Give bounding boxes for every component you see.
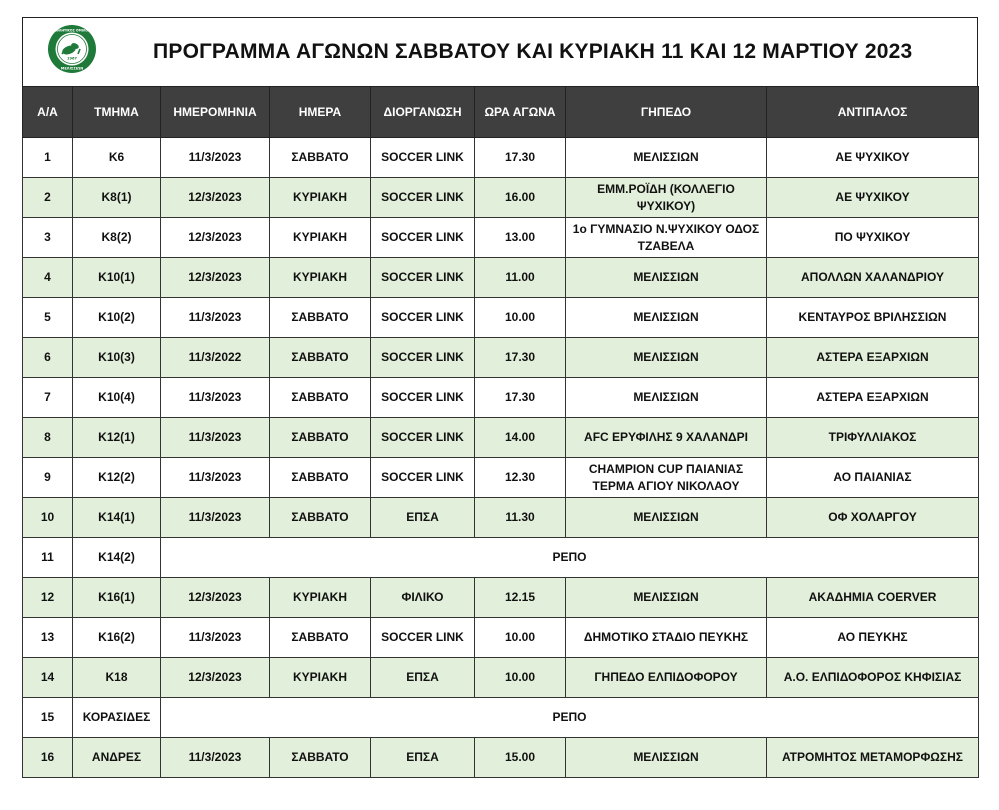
table-row [23, 498, 979, 538]
venue-cell: CHAMPION CUP ΠΑΙΑΝΙΑΣ ΤΕΡΜΑ ΑΓΙΟΥ ΝΙΚΟΛΑΟΥ [566, 458, 767, 498]
table-row [23, 338, 979, 378]
competition-cell: SOCCER LINK [371, 378, 475, 418]
venue-cell: ΕΜΜ.ΡΟΪΔΗ (ΚΟΛΛΕΓΙΟ ΨΥΧΙΚΟΥ) [566, 178, 767, 218]
table-row [23, 658, 979, 698]
team-cell: Κ6 [73, 138, 161, 178]
day-cell: ΣΑΒΒΑΤΟ [270, 418, 371, 458]
kickoff-time-cell: 12.30 [475, 458, 566, 498]
table-row [23, 578, 979, 618]
column-header: ΩΡΑ ΑΓΩΝΑ [475, 87, 566, 138]
logo-bottom-text: ΜΕΛΙΣΣΙΩΝ [60, 66, 84, 71]
venue-cell: ΜΕΛΙΣΣΙΩΝ [566, 258, 767, 298]
date-cell: 12/3/2023 [161, 258, 270, 298]
kickoff-time-cell: 17.30 [475, 138, 566, 178]
competition-cell: SOCCER LINK [371, 418, 475, 458]
competition-cell: ΕΠΣΑ [371, 658, 475, 698]
team-cell: Κ10(2) [73, 298, 161, 338]
opponent-cell: ΑΣΤΕΡΑ ΕΞΑΡΧΙΩΝ [767, 378, 979, 418]
logo-year: 1967 [66, 56, 78, 61]
table-row [23, 258, 979, 298]
rest-day-cell: ΡΕΠΟ [161, 698, 979, 738]
opponent-cell: ΟΦ ΧΟΛΑΡΓΟΥ [767, 498, 979, 538]
venue-cell: ΓΗΠΕΔΟ ΕΛΠΙΔΟΦΟΡΟΥ [566, 658, 767, 698]
kickoff-time-cell: 14.00 [475, 418, 566, 458]
opponent-cell: ΤΡΙΦΥΛΛΙΑΚΟΣ [767, 418, 979, 458]
competition-cell: SOCCER LINK [371, 618, 475, 658]
date-cell: 12/3/2023 [161, 218, 270, 258]
table-row [23, 698, 979, 738]
day-cell: ΣΑΒΒΑΤΟ [270, 738, 371, 778]
row-number: 15 [23, 698, 73, 738]
row-number: 1 [23, 138, 73, 178]
row-number: 9 [23, 458, 73, 498]
team-cell: ΑΝΔΡΕΣ [73, 738, 161, 778]
column-header: ΗΜΕΡΟΜΗΝΙΑ [161, 87, 270, 138]
kickoff-time-cell: 15.00 [475, 738, 566, 778]
opponent-cell: ΑΚΑΔΗΜΙΑ COERVER [767, 578, 979, 618]
date-cell: 11/3/2023 [161, 618, 270, 658]
row-number: 6 [23, 338, 73, 378]
date-cell: 11/3/2023 [161, 378, 270, 418]
team-cell: Κ12(1) [73, 418, 161, 458]
date-cell: 11/3/2023 [161, 138, 270, 178]
page-title: ΠΡΟΓΡΑΜΜΑ ΑΓΩΝΩΝ ΣΑΒΒΑΤΟΥ ΚΑΙ ΚΥΡΙΑΚΗ 11 ΚΑΙ 12 ΜΑΡΤΙΟΥ 2023 [153, 40, 913, 63]
column-header: ΤΜΗΜΑ [73, 87, 161, 138]
row-number: 4 [23, 258, 73, 298]
venue-cell: 1ο ΓΥΜΝΑΣΙΟ Ν.ΨΥΧΙΚΟΥ ΟΔΟΣ ΤΖΑΒΕΛΑ [566, 218, 767, 258]
competition-cell: SOCCER LINK [371, 178, 475, 218]
team-cell: Κ8(2) [73, 218, 161, 258]
team-cell: Κ14(2) [73, 538, 161, 578]
row-number: 3 [23, 218, 73, 258]
day-cell: ΣΑΒΒΑΤΟ [270, 618, 371, 658]
day-cell: ΣΑΒΒΑΤΟ [270, 338, 371, 378]
table-row [23, 218, 979, 258]
row-number: 5 [23, 298, 73, 338]
row-number: 13 [23, 618, 73, 658]
row-number: 11 [23, 538, 73, 578]
kickoff-time-cell: 12.15 [475, 578, 566, 618]
opponent-cell: ΑΕ ΨΥΧΙΚΟΥ [767, 178, 979, 218]
sheet-header [22, 17, 978, 86]
day-cell: ΣΑΒΒΑΤΟ [270, 498, 371, 538]
day-cell: ΚΥΡΙΑΚΗ [270, 658, 371, 698]
team-cell: Κ18 [73, 658, 161, 698]
competition-cell: SOCCER LINK [371, 218, 475, 258]
competition-cell: ΕΠΣΑ [371, 738, 475, 778]
schedule-sheet [22, 17, 978, 778]
opponent-cell: ΑΣΤΕΡΑ ΕΞΑΡΧΙΩΝ [767, 338, 979, 378]
match-schedule-table [22, 86, 979, 778]
opponent-cell: ΑΟ ΠΕΥΚΗΣ [767, 618, 979, 658]
table-row [23, 618, 979, 658]
date-cell: 11/3/2023 [161, 298, 270, 338]
team-cell: ΚΟΡΑΣΙΔΕΣ [73, 698, 161, 738]
table-row [23, 378, 979, 418]
competition-cell: SOCCER LINK [371, 338, 475, 378]
venue-cell: ΜΕΛΙΣΣΙΩΝ [566, 498, 767, 538]
opponent-cell: Α.Ο. ΕΛΠΙΔΟΦΟΡΟΣ ΚΗΦΙΣΙΑΣ [767, 658, 979, 698]
opponent-cell: ΑΟ ΠΑΙΑΝΙΑΣ [767, 458, 979, 498]
venue-cell: ΔΗΜΟΤΙΚΟ ΣΤΑΔΙΟ ΠΕΥΚΗΣ [566, 618, 767, 658]
table-row [23, 458, 979, 498]
kickoff-time-cell: 10.00 [475, 618, 566, 658]
team-cell: Κ8(1) [73, 178, 161, 218]
table-row [23, 298, 979, 338]
team-cell: Κ16(2) [73, 618, 161, 658]
date-cell: 11/3/2022 [161, 338, 270, 378]
column-header: ΓΗΠΕΔΟ [566, 87, 767, 138]
venue-cell: ΜΕΛΙΣΣΙΩΝ [566, 738, 767, 778]
row-number: 10 [23, 498, 73, 538]
opponent-cell: ΑΠΟΛΛΩΝ ΧΑΛΑΝΔΡΙΟΥ [767, 258, 979, 298]
team-cell: Κ10(4) [73, 378, 161, 418]
logo-top-text: ΑΘΛΗΤΙΚΟΣ ΟΜΙΛΟΣ [53, 28, 91, 33]
date-cell: 11/3/2023 [161, 498, 270, 538]
table-row [23, 178, 979, 218]
venue-cell: ΜΕΛΙΣΣΙΩΝ [566, 338, 767, 378]
opponent-cell: ΑΕ ΨΥΧΙΚΟΥ [767, 138, 979, 178]
day-cell: ΚΥΡΙΑΚΗ [270, 258, 371, 298]
team-cell: Κ16(1) [73, 578, 161, 618]
competition-cell: ΦΙΛΙΚΟ [371, 578, 475, 618]
column-header: ΑΝΤΙΠΑΛΟΣ [767, 87, 979, 138]
competition-cell: ΕΠΣΑ [371, 498, 475, 538]
date-cell: 12/3/2023 [161, 178, 270, 218]
opponent-cell: ΑΤΡΟΜΗΤΟΣ ΜΕΤΑΜΟΡΦΩΣΗΣ [767, 738, 979, 778]
kickoff-time-cell: 16.00 [475, 178, 566, 218]
day-cell: ΚΥΡΙΑΚΗ [270, 178, 371, 218]
table-row [23, 538, 979, 578]
row-number: 12 [23, 578, 73, 618]
team-cell: Κ14(1) [73, 498, 161, 538]
opponent-cell: ΚΕΝΤΑΥΡΟΣ ΒΡΙΛΗΣΣΙΩΝ [767, 298, 979, 338]
day-cell: ΚΥΡΙΑΚΗ [270, 218, 371, 258]
kickoff-time-cell: 17.30 [475, 338, 566, 378]
column-header: ΔΙΟΡΓΑΝΩΣΗ [371, 87, 475, 138]
date-cell: 12/3/2023 [161, 658, 270, 698]
kickoff-time-cell: 10.00 [475, 298, 566, 338]
date-cell: 11/3/2023 [161, 418, 270, 458]
kickoff-time-cell: 17.30 [475, 378, 566, 418]
row-number: 8 [23, 418, 73, 458]
team-cell: Κ10(3) [73, 338, 161, 378]
kickoff-time-cell: 11.00 [475, 258, 566, 298]
date-cell: 11/3/2023 [161, 458, 270, 498]
competition-cell: SOCCER LINK [371, 298, 475, 338]
day-cell: ΣΑΒΒΑΤΟ [270, 458, 371, 498]
day-cell: ΣΑΒΒΑΤΟ [270, 138, 371, 178]
day-cell: ΣΑΒΒΑΤΟ [270, 298, 371, 338]
team-cell: Κ12(2) [73, 458, 161, 498]
kickoff-time-cell: 10.00 [475, 658, 566, 698]
venue-cell: ΜΕΛΙΣΣΙΩΝ [566, 298, 767, 338]
day-cell: ΚΥΡΙΑΚΗ [270, 578, 371, 618]
kickoff-time-cell: 13.00 [475, 218, 566, 258]
team-cell: Κ10(1) [73, 258, 161, 298]
venue-cell: ΜΕΛΙΣΣΙΩΝ [566, 578, 767, 618]
club-logo-icon [47, 24, 97, 74]
competition-cell: SOCCER LINK [371, 138, 475, 178]
table-row [23, 138, 979, 178]
row-number: 2 [23, 178, 73, 218]
table-row [23, 418, 979, 458]
table-header-row [23, 87, 979, 138]
competition-cell: SOCCER LINK [371, 258, 475, 298]
competition-cell: SOCCER LINK [371, 458, 475, 498]
row-number: 16 [23, 738, 73, 778]
kickoff-time-cell: 11.30 [475, 498, 566, 538]
row-number: 7 [23, 378, 73, 418]
venue-cell: AFC ΕΡΥΦΙΛΗΣ 9 ΧΑΛΑΝΔΡΙ [566, 418, 767, 458]
venue-cell: ΜΕΛΙΣΣΙΩΝ [566, 138, 767, 178]
table-body [23, 138, 979, 778]
table-row [23, 738, 979, 778]
column-header: Α/Α [23, 87, 73, 138]
row-number: 14 [23, 658, 73, 698]
rest-day-cell: ΡΕΠΟ [161, 538, 979, 578]
date-cell: 12/3/2023 [161, 578, 270, 618]
venue-cell: ΜΕΛΙΣΣΙΩΝ [566, 378, 767, 418]
opponent-cell: ΠΟ ΨΥΧΙΚΟΥ [767, 218, 979, 258]
date-cell: 11/3/2023 [161, 738, 270, 778]
day-cell: ΣΑΒΒΑΤΟ [270, 378, 371, 418]
column-header: ΗΜΕΡΑ [270, 87, 371, 138]
